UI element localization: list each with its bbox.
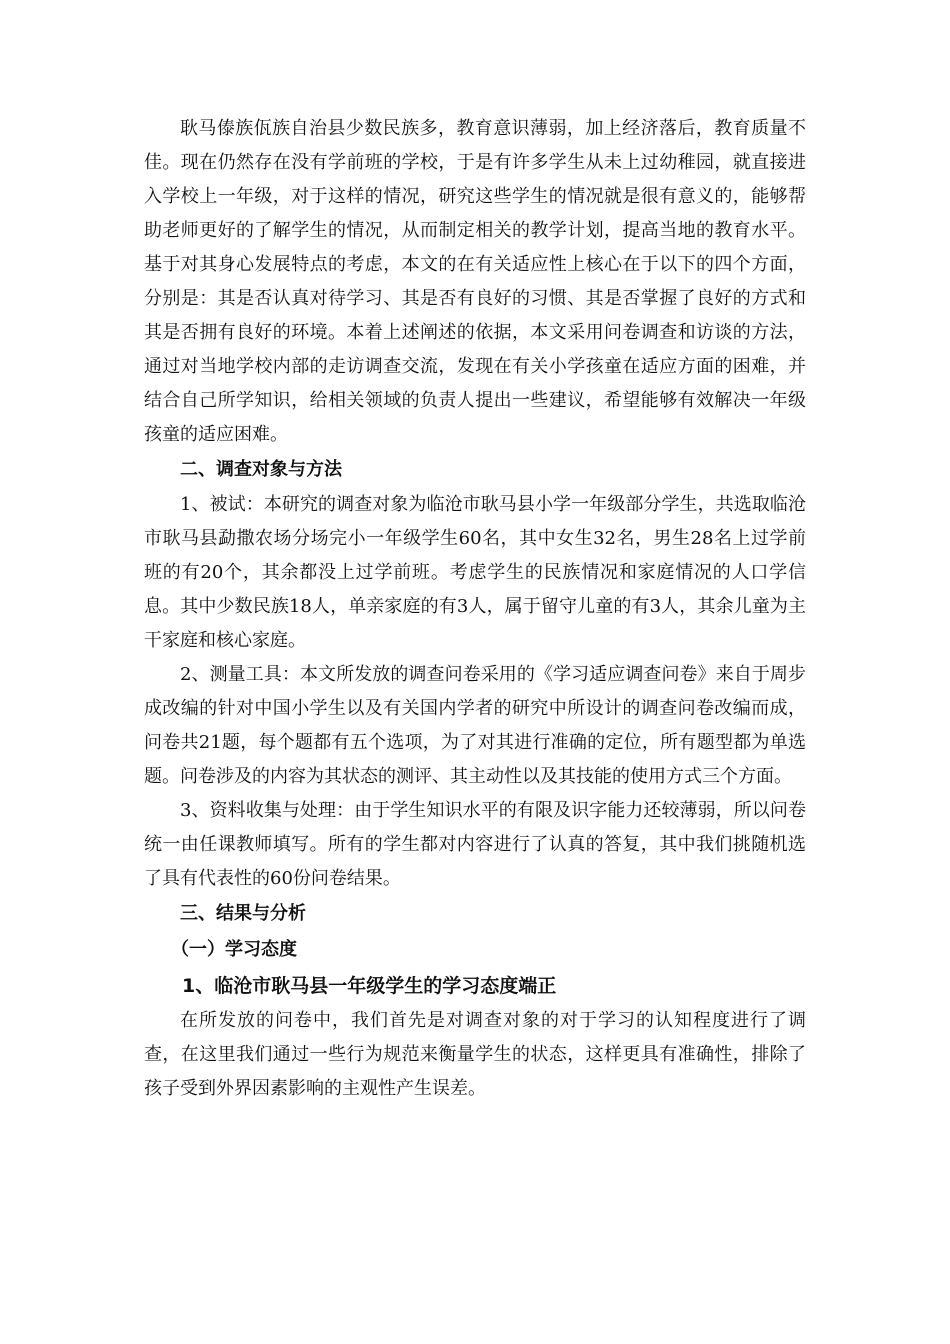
subjects-paragraph: 1、被试：本研究的调查对象为临沧市耿马县小学一年级部分学生，共选取临沧市耿马县勐撒农场分场完小一年级学生60名，其中女生32名，男生28名上过学前班的有20个，其余都没上过学前班。考虑学生的民族情况和家庭情况的人口学信息。其中少数民族18人，单亲家庭的有3人，属于留守儿童的有3人，其余儿童为主干家庭和核心家庭。 bbox=[144, 494, 806, 651]
instrument-paragraph: 2、测量工具：本文所发放的调查问卷采用的《学习适应调查问卷》来自于周步成改编的针对中国小学生以及有关国内学者的研究中所设计的调查问卷改编而成，问卷共21题，每个题都有五个选项，为了对其进行准确的定位，所有题型都为单选题。问卷涉及的内容为其状态的测评、其主动性以及其技能的使用方式三个方面。 bbox=[144, 664, 806, 787]
attitude-paragraph: 在所发放的问卷中，我们首先是对调查对象的对于学习的认知程度进行了调查，在这里我们通过一些行为规范来衡量学生的状态，这样更具有准确性，排除了孩子受到外界因素影响的主观性产生误差。 bbox=[144, 1010, 806, 1099]
subsubsection-heading-attitude: 1、临沧市耿马县一年级学生的学习态度端正 bbox=[182, 975, 557, 997]
intro-paragraph: 耿马傣族佤族自治县少数民族多，教育意识薄弱，加上经济落后，教育质量不佳。现在仍然存在没有学前班的学校，于是有许多学生从未上过幼稚园，就直接进入学校上一年级，对于这样的情况，研究这些学生的情况就是很有意义的，能够帮助老师更好的了解学生的情况，从而制定相关的教学计划，提高当地的教育水平。基于对其身心发展特点的考虑，本文的在有关适应性上核心在于以下的四个方面，分别是：其是否认真对待学习、其是否有良好的习惯、其是否掌握了良好的方式和其是否拥有良好的环境。本着上述阐述的依据，本文采用问卷调查和访谈的方法，通过对当地学校内部的走访调查交流，发现在有关小学孩童在适应方面的困难，并结合自己所学知识，给相关领域的负责人提出一些建议，希望能够有效解决一年级孩童的适应困难。 bbox=[144, 118, 806, 445]
section-heading-methods: 二、调查对象与方法 bbox=[180, 459, 342, 480]
subsection-heading-attitude: （一）学习态度 bbox=[171, 939, 297, 960]
document-page bbox=[144, 112, 806, 1106]
section-heading-results: 三、结果与分析 bbox=[180, 903, 306, 924]
data-collection-paragraph: 3、资料收集与处理：由于学生知识水平的有限及识字能力还较薄弱，所以问卷统一由任课教师填写。所有的学生都对内容进行了认真的答复，其中我们挑随机选了具有代表性的60份问卷结果。 bbox=[144, 800, 806, 889]
